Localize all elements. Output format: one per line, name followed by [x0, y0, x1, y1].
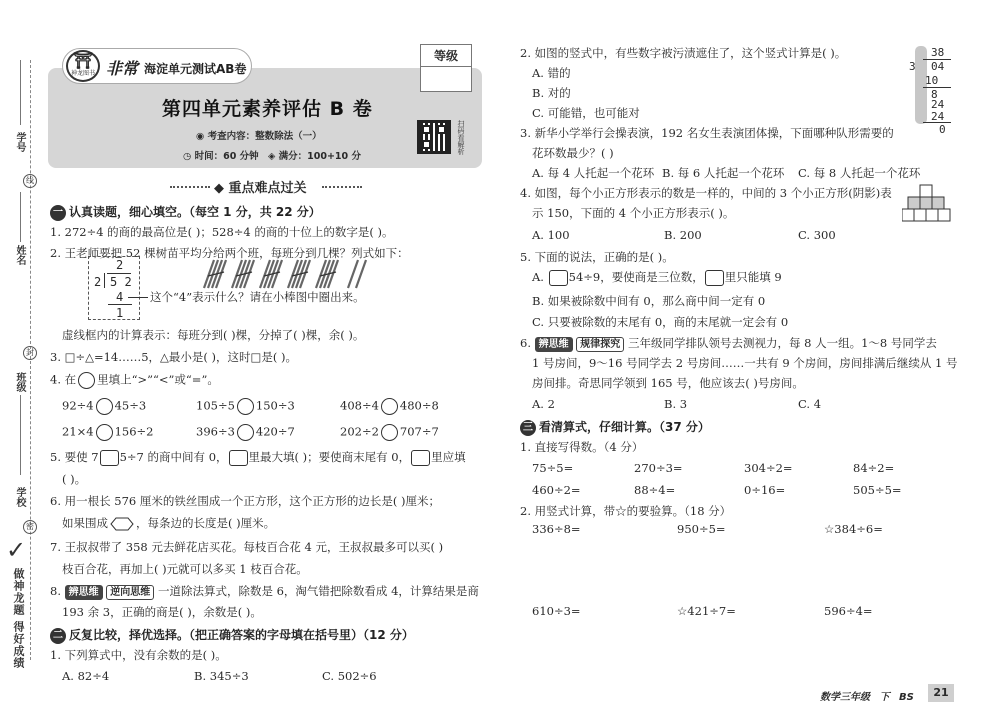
vertical-calc-item: 596÷4=: [824, 604, 873, 618]
direct-calc-item: 460÷2=: [532, 483, 581, 497]
stained-row: 0: [939, 123, 946, 136]
footer-term: 下: [879, 692, 890, 703]
question-2-6-cont1: 1 号房间，9～16 号同学去 2 号房间……一共有 9 个房间，房间排满后继续从 1 号: [532, 356, 958, 370]
division-divisor: 2: [94, 275, 102, 289]
vertical-calc-item: 610÷3=: [532, 604, 581, 618]
question-1-5-cont: ( )。: [62, 472, 87, 486]
stained-divisor: 3: [909, 60, 916, 73]
score-label: ◈ 满分：100+10 分: [268, 151, 361, 162]
question-2-5-option-c: C. 只要被除数的末尾有 0，商的末尾就一定会有 0: [532, 315, 789, 329]
question-1-1: 1. 272÷4 的商的最高位是( )；528÷4 的商的十位上的数字是( )。: [50, 225, 394, 239]
question-1-3: 3. □÷△=14……5，△最小是( )，这时□是( )。: [50, 350, 298, 364]
question-2-1-option-a: A. 82÷4: [62, 669, 110, 683]
question-2-1: 1. 下列算式中，没有余数的是( )。: [50, 648, 227, 662]
class-label: 班级: [14, 372, 25, 392]
direct-calc-item: 75÷5=: [532, 461, 574, 475]
checkmark-icon: ✓: [6, 536, 27, 564]
direct-calc-item: 304÷2=: [744, 461, 793, 475]
box-blank[interactable]: [229, 450, 248, 466]
brand-script: 非常: [106, 59, 139, 78]
focus-title: ◆ 重点难点过关: [214, 181, 307, 196]
question-1-7: 7. 王叔叔带了 358 元去鲜花店买花。每枝百合花 4 元，王叔叔最多可以买( ): [50, 540, 444, 554]
section-2-title: 二 反复比较，择优选择。（把正确答案的字母填在括号里）（12 分）: [50, 626, 414, 644]
compare-item: 105÷5 150÷3: [196, 398, 295, 415]
compare-item: 202÷2 707÷7: [340, 424, 439, 441]
question-2-3-option-b: B. 每 6 人托起一个花环: [662, 166, 785, 180]
division-dividend: 5 2: [110, 275, 132, 289]
temple-icon: ⛩: [72, 51, 94, 70]
clock-icon: ◷: [183, 151, 195, 162]
binding-margin: [0, 0, 42, 728]
question-1-8-cont: 193 余 3，正确的商是( )，余数是( )。: [62, 605, 262, 619]
stick-bundles-svg: [200, 258, 390, 290]
box-blank[interactable]: [549, 270, 568, 286]
direct-calc-item: 270÷3=: [634, 461, 683, 475]
compare-item: 396÷3 420÷7: [196, 424, 295, 441]
question-2-4-cont: 示 150，下面的 4 个小正方形表示( )。: [532, 206, 735, 220]
footer-book: 数学三年级: [820, 692, 870, 703]
question-1-6: 6. 用一根长 576 厘米的铁丝围成一个正方形，这个正方形的边长是( )厘米；: [50, 494, 441, 508]
question-1-2-ask: 这个“4”表示什么？请在小棒图中圈出来。: [150, 290, 365, 304]
question-2-3: 3. 新华小学举行会操表演，192 名女生表演团体操，下面哪种队形需要的: [520, 126, 894, 140]
brand-logo: [66, 50, 100, 82]
footer-edition: BS: [898, 692, 914, 703]
content-label: ◉ 考查内容：整数除法（一）: [196, 131, 322, 142]
box-blank[interactable]: [411, 450, 430, 466]
question-2-4-option-a: A. 100: [532, 228, 570, 242]
question-2-4: 4. 如图，每个小正方形表示的数是一样的，中间的 3 个小正方形(阴影)表: [520, 186, 892, 200]
compare-circle[interactable]: [237, 398, 254, 415]
question-2-6-option-b: B. 3: [664, 397, 688, 411]
stained-quotient: 38: [931, 46, 945, 59]
question-2-2-option-b: B. 对的: [532, 86, 571, 100]
question-1-7-cont: 枝百合花，再加上( )元就可以多买 1 枝百合花。: [62, 562, 308, 576]
pattern-badge: 规律探究: [576, 337, 624, 352]
compare-circle[interactable]: [381, 398, 398, 415]
page-title: 第四单元素养评估 B 卷: [162, 98, 373, 120]
compare-circle[interactable]: [96, 424, 113, 441]
thinking-badge: 辨思维: [65, 585, 103, 600]
slogan-text: 做神龙题 得好成绩: [12, 568, 25, 669]
question-2-1-option-c: C. 502÷6: [322, 669, 377, 683]
school-label: 学校: [14, 487, 25, 507]
student-no-label: 学号: [14, 132, 25, 152]
stained-row: 8: [931, 88, 938, 101]
target-icon: ◉: [196, 131, 208, 142]
name-line: [20, 192, 21, 242]
compare-circle[interactable]: [381, 424, 398, 441]
question-3-2: 2. 用竖式计算，带☆的要验算。（18 分）: [520, 504, 732, 518]
stained-division: [905, 46, 955, 136]
square-stack-svg: [902, 184, 952, 224]
question-2-6-option-a: A. 2: [532, 397, 555, 411]
fold-mark-3: 密: [23, 520, 37, 534]
stained-dividend: 04: [931, 60, 945, 73]
question-2-5-option-b: B. 如果被除数中间有 0，那么商中间一定有 0: [532, 294, 766, 308]
question-2-2: 2. 如图的竖式中，有些数字被污渍遮住了，这个竖式计算是( )。: [520, 46, 847, 60]
question-2-6: 6. 辨思维 规律探究 三年级同学排队领号去测视力，每 8 人一组。1～8 号同学去: [520, 336, 937, 350]
compare-circle[interactable]: [96, 398, 113, 415]
diamond-icon: ◆: [214, 181, 229, 196]
vertical-calc-item: 336÷8=: [532, 522, 581, 536]
time-label: ◷ 时间：60 分钟: [183, 151, 259, 162]
division-rule: [108, 304, 132, 305]
focus-rule-right: [322, 186, 362, 188]
compare-item: 92÷4 45÷3: [62, 398, 146, 415]
grade-box: [420, 44, 472, 92]
class-line: [20, 395, 21, 475]
name-label: 姓名: [14, 245, 25, 265]
question-2-5: 5. 下面的说法，正确的是( )。: [520, 250, 674, 264]
question-1-6-cont: 如果围成 ，每条边的长度是( )厘米。: [62, 516, 276, 530]
question-2-3-option-a: A. 每 4 人托起一个花环: [532, 166, 655, 180]
stained-rule: [923, 122, 951, 123]
question-2-4-option-b: B. 200: [664, 228, 702, 242]
question-2-4-option-c: C. 300: [798, 228, 836, 242]
circle-blank[interactable]: [78, 372, 95, 389]
question-2-3-option-c: C. 每 8 人托起一个花环: [798, 166, 921, 180]
question-1-2-fill: 虚线框内的计算表示：每班分到( )棵，分掉了( )棵，余( )。: [62, 328, 365, 342]
stained-row: 10: [925, 74, 939, 87]
section-3-title: 三 看清算式，仔细计算。（37 分）: [520, 418, 710, 436]
footer: [820, 688, 914, 706]
stick-bundles: [200, 258, 390, 290]
question-3-1: 1. 直接写得数。（4 分）: [520, 440, 644, 454]
fold-mark-1: 线: [23, 174, 37, 188]
reverse-thinking-badge: 逆向思维: [106, 585, 154, 600]
question-1-4: 4. 在 里填上“>”“<”或“=”。: [50, 372, 219, 389]
question-1-8: 8. 辨思维 逆向思维 一道除法算式，除数是 6，淘气错把除数看成 4，计算结果是商: [50, 584, 479, 598]
student-no-line: [20, 60, 21, 125]
vertical-calc-item: ☆421÷7=: [677, 604, 736, 618]
direct-calc-item: 505÷5=: [853, 483, 902, 497]
pointer-line: [128, 297, 148, 298]
question-2-1-option-b: B. 345÷3: [194, 669, 249, 683]
fold-mark-2: 封: [23, 346, 37, 360]
direct-calc-item: 84÷2=: [853, 461, 895, 475]
thinking-badge: 辨思维: [535, 337, 573, 352]
compare-item: 21×4 156÷2: [62, 424, 154, 441]
hexagon-icon: [110, 517, 134, 531]
vertical-calc-item: 950÷5=: [677, 522, 726, 536]
box-blank[interactable]: [705, 270, 724, 286]
direct-calc-item: 0÷16=: [744, 483, 786, 497]
stained-row: 24: [931, 110, 945, 123]
question-2-2-option-c: C. 可能错，也可能对: [532, 106, 640, 120]
question-2-5-option-a: A. 54÷9，要使商是三位数， 里只能填 9: [532, 270, 782, 284]
vertical-calc-item: ☆384÷6=: [824, 522, 883, 536]
division-product: 4: [116, 290, 124, 304]
square-stack-figure: [902, 184, 952, 224]
division-bracket: [104, 273, 108, 288]
score-icon: ◈: [268, 151, 279, 162]
binding-line: [30, 60, 31, 660]
series-title: 海淀单元测试AB卷: [144, 62, 247, 76]
division-quotient: 2: [116, 258, 124, 272]
question-2-6-cont2: 房间排。奇思同学领到 165 号，他应该去( )号房间。: [532, 376, 804, 390]
qr-code[interactable]: [417, 120, 451, 154]
stained-row: 24: [931, 98, 945, 111]
qr-caption: 扫码看解析: [457, 120, 465, 155]
focus-rule-left: [170, 186, 210, 188]
section-1-title: 一 认真读题，细心填空。（每空 1 分，共 22 分）: [50, 203, 321, 221]
question-1-2: 2. 王老师要把 52 棵树苗平均分给两个班，每班分到几棵？列式如下：: [50, 246, 409, 260]
division-remainder: 1: [116, 306, 124, 320]
question-2-6-option-c: C. 4: [798, 397, 822, 411]
question-2-3-cont: 花环数最少？( ): [532, 146, 614, 160]
page-number: 21: [928, 684, 954, 702]
question-1-5: 5. 要使 7 5÷7 的商中间有 0， 里最大填( )；要使商末尾有 0， 里应填: [50, 450, 466, 464]
question-2-2-option-a: A. 错的: [532, 66, 571, 80]
compare-circle[interactable]: [237, 424, 254, 441]
brand-logo-text: 神龙图书: [70, 70, 95, 77]
grade-label: 等级: [421, 45, 471, 67]
box-blank[interactable]: [100, 450, 119, 466]
direct-calc-item: 88÷4=: [634, 483, 676, 497]
division-bar: [107, 273, 131, 274]
compare-item: 408÷4 480÷8: [340, 398, 439, 415]
